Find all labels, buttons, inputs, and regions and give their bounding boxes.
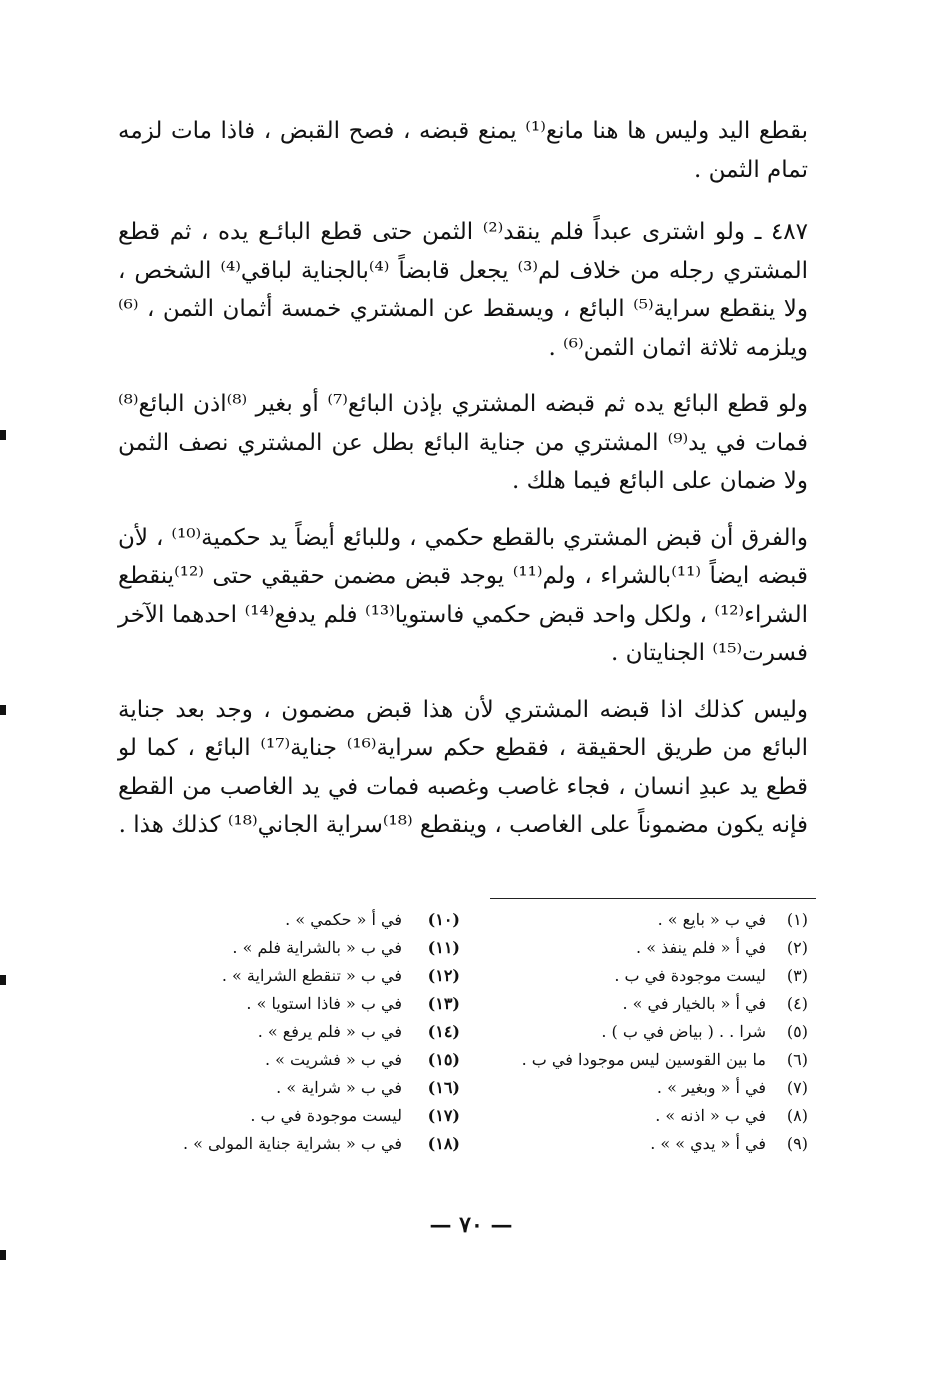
footnote — [140, 962, 460, 990]
page-number: — ٧٠ — — [429, 1212, 513, 1238]
footnote — [140, 906, 460, 934]
footnote-divider — [490, 898, 816, 899]
footnote-text: في ب « فلم يرفع » . — [257, 1022, 402, 1041]
footnote-number: (١٦) — [427, 1078, 460, 1097]
footnote — [480, 1102, 808, 1130]
footnote-text: في ب « بايع » . — [657, 910, 766, 929]
footnote-number: (١٥) — [427, 1050, 460, 1069]
scan-edge-mark — [0, 430, 6, 440]
footnote-text: في ب « شراية » . — [276, 1078, 402, 1097]
paragraph: ولو قطع البائع يده ثم قبضه المشتري بإذن البائع⁽⁷⁾ أو بغير ⁽⁸⁾اذن البائع⁽⁸⁾ فمات في يد⁽⁹⁾ المشتري من جناية البائع بطل عن المشتري نصف الثمن ولا ضمان على البائع فيما هلك . — [118, 391, 809, 494]
footnote-number: (٣) — [786, 966, 808, 985]
footnote-text: في أ « يدي » » . — [650, 1134, 766, 1153]
paragraph: بقطع اليد وليس ها هنا مانع⁽¹⁾ يمنع قبضه ، فصح القبض ، فاذا مات لزمه تمام الثمن . — [118, 118, 808, 183]
footnote — [480, 934, 808, 962]
footnote-text: في أ « حكمي » . — [285, 910, 402, 929]
footnote — [480, 1018, 808, 1046]
footnote-text: في ب « بالشراية فلم » . — [232, 938, 402, 957]
footnote-text: في ب « اذنه » . — [655, 1106, 766, 1125]
footnote-text: ما بين القوسين ليس موجودا في ب . — [521, 1050, 766, 1069]
footnote — [480, 906, 808, 934]
paragraph: ٤٨٧ ـ ولو اشترى عبداً فلم ينقد⁽²⁾ الثمن حتى قطع البائـع يده ، ثم قطع المشتري رجله من خلاف لم⁽³⁾ يجعل قابضاً ⁽⁴⁾بالجناية لباقي⁽⁴⁾ الشخص ، ولا ينقطع سراية⁽⁵⁾ البائع ، ويسقط عن المشتري خمسة أثمان الثمن ، ⁽⁶⁾ويلزمه ثلاثة اثمان الثمن⁽⁶⁾ . — [118, 219, 808, 361]
footnote-number: (٧) — [786, 1078, 808, 1097]
footnote-number: (١) — [786, 910, 808, 929]
footnote-number: (٢) — [786, 938, 808, 957]
footnote-number: (١٧) — [427, 1106, 460, 1125]
footnote — [480, 990, 808, 1018]
footnote — [480, 1046, 808, 1074]
footnote-number: (٦) — [786, 1050, 808, 1069]
footnote — [140, 1046, 460, 1074]
footnote-number: (٤) — [786, 994, 808, 1013]
scan-edge-mark — [0, 705, 6, 715]
footnote-number: (٨) — [786, 1106, 808, 1125]
footnote — [140, 1018, 460, 1046]
footnote — [480, 962, 808, 990]
footnote-number: (١٨) — [427, 1134, 460, 1153]
footnote-number: (٩) — [786, 1134, 808, 1153]
footnotes-right-column — [480, 906, 808, 1158]
footnote — [480, 1130, 808, 1158]
footnote-text: في ب « تنقطع الشراية » . — [221, 966, 402, 985]
scan-edge-mark — [0, 1250, 6, 1260]
footnote-text: في ب « فاذا استويا » . — [246, 994, 402, 1013]
footnote-text: ليست موجودة في ب . — [250, 1106, 402, 1125]
paragraph: والفرق أن قبض المشتري بالقطع حكمي ، وللبائع أيضاً يد حكمية⁽¹⁰⁾ ، لأن قبضه ايضاً ⁽¹¹⁾بالشراء ، ولم⁽¹¹⁾ يوجد قبض مضمن حقيقي حتى ⁽¹²⁾ينقطع الشراء⁽¹²⁾ ، ولكل واحد قبض حكمي فاستويا⁽¹³⁾ فلم يدفع⁽¹⁴⁾ احدهما الآخر فسرت⁽¹⁵⁾ الجنايتان . — [118, 524, 809, 666]
main-text — [118, 112, 808, 863]
footnote-number: (١٣) — [427, 994, 460, 1013]
footnote — [480, 1074, 808, 1102]
footnote-number: (١٤) — [427, 1022, 460, 1041]
footnote — [140, 1130, 460, 1158]
paragraph: وليس كذلك اذا قبضه المشتري لأن هذا قبض مضمون ، وجد بعد جناية البائع من طريق الحقيقة ، فقطع حكم سراية⁽¹⁶⁾ جناية⁽¹⁷⁾ البائع ، كما لو قطع يد عبدِ انسان ، فجاء غاصب وغصبه فمات في يد الغاصب من القطع فإنه يكون مضموناً على الغاصب ، وينقطع ⁽¹⁸⁾سراية الجاني⁽¹⁸⁾ كذلك هذا . — [118, 696, 808, 838]
footnote-text: ليست موجودة في ب . — [614, 966, 766, 985]
footnote — [140, 1074, 460, 1102]
footnote-text: شرا . . ( بياض في ب ) . — [601, 1022, 766, 1041]
footnote-number: (١٢) — [427, 966, 460, 985]
footnote — [140, 990, 460, 1018]
footnote-text: في ب « فشريت » . — [264, 1050, 402, 1069]
footnote-text: في أ « بالخيار في » . — [622, 994, 766, 1013]
footnote-text: في أ « فلم ينفذ » . — [636, 938, 766, 957]
footnote-number: (٥) — [786, 1022, 808, 1041]
footnote — [140, 934, 460, 962]
footnote-number: (١٠) — [427, 910, 460, 929]
footnote-number: (١١) — [427, 938, 460, 957]
footnote — [140, 1102, 460, 1130]
footnotes-left-column — [140, 906, 460, 1158]
footnote-text: في ب « بشراية جناية المولى » . — [182, 1134, 402, 1153]
scan-edge-mark — [0, 975, 6, 985]
footnote-text: في أ « وبغير » . — [656, 1078, 766, 1097]
